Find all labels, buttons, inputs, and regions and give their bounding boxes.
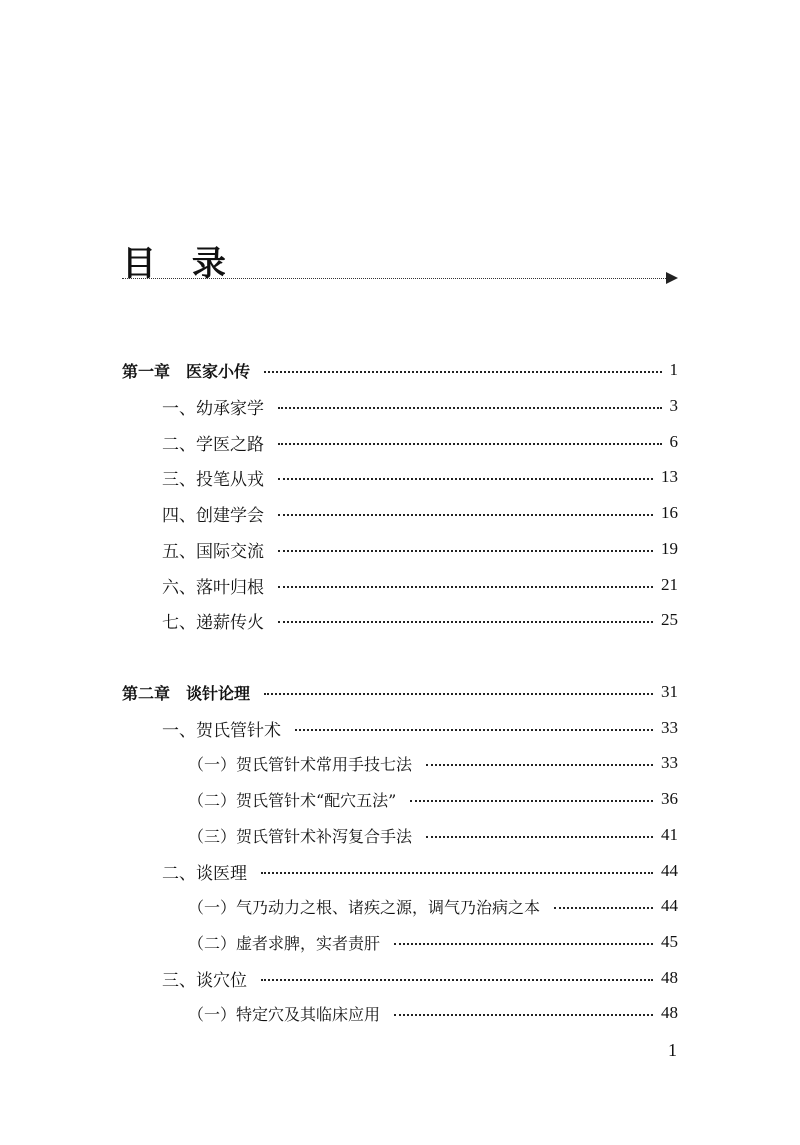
toc-entry[interactable] — [122, 498, 678, 528]
dot-leader — [278, 478, 653, 480]
dot-leader — [394, 1014, 653, 1016]
toc-entry-label: 第二章 谈针论理 — [122, 683, 251, 703]
toc-entry-label: 二、学医之路 — [162, 434, 264, 455]
toc-entry[interactable] — [122, 963, 678, 993]
toc-entry-page: 45 — [661, 932, 678, 951]
toc-entry[interactable] — [122, 927, 678, 957]
dot-leader — [278, 586, 653, 588]
toc-entry-label: （一）气乃动力之根、诸疾之源，调气乃治病之本 — [188, 897, 541, 917]
toc-entry-label: （三）贺氏管针术补泻复合手法 — [188, 826, 413, 846]
toc-entry-label: 三、投笔从戎 — [162, 469, 264, 490]
toc-entry-label: 一、幼承家学 — [162, 398, 264, 419]
toc-entry[interactable] — [122, 748, 678, 778]
toc-entry[interactable] — [122, 462, 678, 492]
dot-leader — [426, 764, 653, 766]
toc-entry[interactable] — [122, 391, 678, 421]
dot-leader — [264, 693, 653, 695]
toc-entry-label: （一）贺氏管针术常用手技七法 — [188, 754, 413, 774]
toc-entry-label: 三、谈穴位 — [162, 970, 247, 991]
dot-leader — [264, 371, 661, 373]
toc-entry-page: 21 — [661, 575, 678, 594]
dot-leader — [278, 550, 653, 552]
toc-entry-page: 44 — [661, 896, 678, 915]
dot-leader — [554, 907, 653, 909]
toc-entry-label: 第一章 医家小传 — [122, 361, 251, 381]
dot-leader — [278, 443, 662, 445]
toc-entry-label: 六、落叶归根 — [162, 577, 264, 598]
toc-entry[interactable] — [122, 784, 678, 814]
toc-entry-page: 6 — [669, 432, 678, 451]
toc-entry-label: 一、贺氏管针术 — [162, 720, 281, 741]
toc-entry-label: 五、国际交流 — [162, 541, 264, 562]
toc-entry-label: （一）特定穴及其临床应用 — [188, 1004, 381, 1024]
toc-entry-chapter-1[interactable] — [122, 355, 678, 385]
toc-entry-label: 四、创建学会 — [162, 505, 264, 526]
dot-leader — [426, 836, 653, 838]
toc-entry[interactable] — [122, 534, 678, 564]
toc-entry[interactable] — [122, 856, 678, 886]
dot-leader — [410, 800, 653, 802]
toc-entry-page: 44 — [661, 861, 678, 880]
title-dotted-rule — [122, 278, 670, 279]
dot-leader — [278, 514, 653, 516]
page-title: 目 录 — [122, 244, 238, 284]
toc-entry-page: 33 — [661, 753, 678, 772]
toc-entry-page: 48 — [661, 1003, 678, 1022]
toc-entry[interactable] — [122, 570, 678, 600]
dot-leader — [394, 943, 653, 945]
dot-leader — [278, 621, 653, 623]
toc-entry[interactable] — [122, 820, 678, 850]
toc-entry-label: （二）虚者求脾，实者责肝 — [188, 933, 381, 953]
toc-entry-page: 33 — [661, 718, 678, 737]
page-number: 1 — [668, 1040, 677, 1060]
toc-entry-page: 41 — [661, 825, 678, 844]
toc-entry[interactable] — [122, 998, 678, 1028]
toc-entry-chapter-2[interactable] — [122, 677, 678, 707]
toc-entry[interactable] — [122, 891, 678, 921]
toc-entry-page: 1 — [669, 360, 678, 379]
toc-entry-page: 3 — [669, 396, 678, 415]
toc-entry-page: 13 — [661, 467, 678, 486]
dot-leader — [261, 872, 653, 874]
toc-entry-page: 48 — [661, 968, 678, 987]
arrow-icon — [666, 272, 678, 284]
toc-entry[interactable] — [122, 713, 678, 743]
toc-entry-page: 19 — [661, 539, 678, 558]
toc-entry[interactable] — [122, 605, 678, 635]
toc-entry-page: 25 — [661, 610, 678, 629]
toc-entry[interactable] — [122, 427, 678, 457]
dot-leader — [295, 729, 653, 731]
dot-leader — [278, 407, 662, 409]
toc-entry-page: 16 — [661, 503, 678, 522]
dot-leader — [261, 979, 653, 981]
toc-entry-label: 二、谈医理 — [162, 863, 247, 884]
toc-entry-label: 七、递薪传火 — [162, 612, 264, 633]
toc-entry-page: 31 — [661, 682, 678, 701]
toc-entry-label: （二）贺氏管针术“配穴五法” — [188, 790, 397, 810]
toc-entry-page: 36 — [661, 789, 678, 808]
